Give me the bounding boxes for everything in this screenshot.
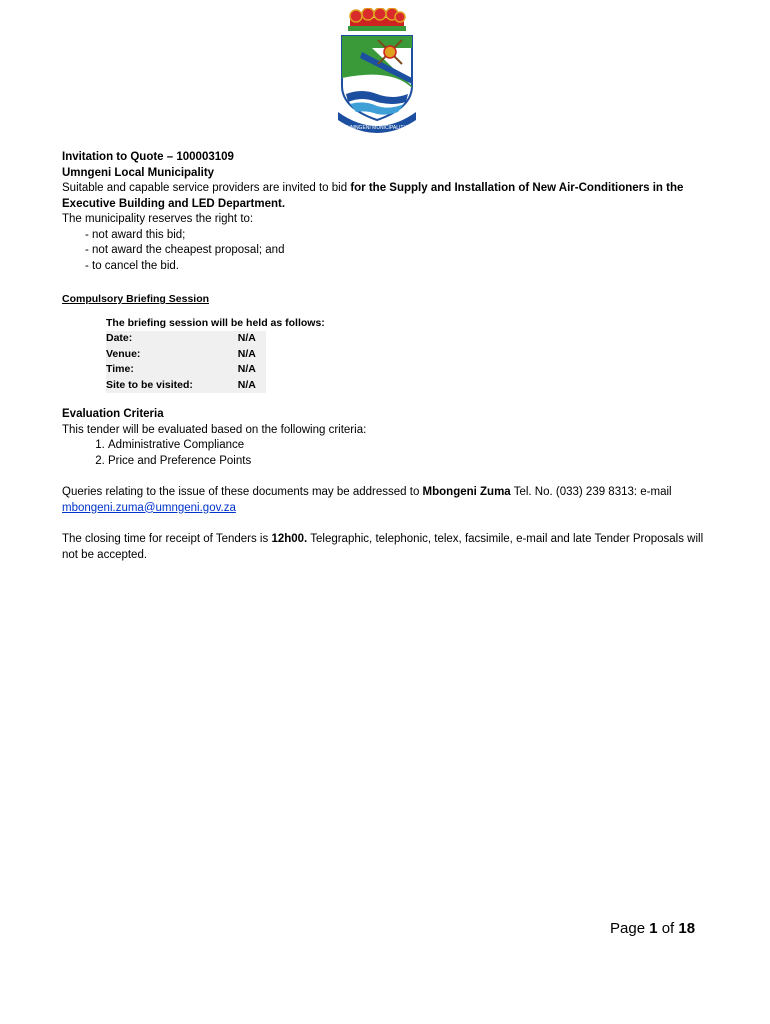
briefing-value: N/A (237, 332, 256, 344)
page-current: 1 (649, 920, 658, 937)
contact-details: Tel. No. (033) 239 8313: e-mail (510, 486, 672, 498)
crown-icon (348, 8, 406, 31)
briefing-value: N/A (237, 347, 256, 360)
closing-paragraph (62, 532, 712, 563)
evaluation-list (62, 438, 712, 469)
queries-text: Queries relating to the issue of these documents may be addressed to (62, 486, 423, 498)
briefing-title: Compulsory Briefing Session (62, 293, 210, 305)
intro-bold-text: for the Supply and Installation of New Air-Conditioners in the Executive Building and LED Department. (62, 182, 684, 210)
contact-name: Mbongeni Zuma (422, 486, 511, 498)
document-body (62, 150, 712, 563)
email-link[interactable]: mbongeni.zuma@umngeni.gov.za (62, 501, 236, 514)
document-title: Invitation to Quote – 100003109 (62, 151, 234, 163)
briefing-label: Site to be visited: (106, 378, 193, 391)
briefing-row (106, 362, 266, 378)
intro-text: Suitable and capable service providers are invited to bid (62, 182, 351, 194)
rights-lead: The municipality reserves the right to: (62, 213, 254, 225)
evaluation-item: 2. Price and Preference Points (108, 454, 712, 470)
evaluation-title: Evaluation Criteria (62, 408, 164, 420)
page-total: 18 (678, 920, 696, 937)
briefing-table (106, 316, 712, 394)
closing-time: 12h00. (271, 533, 308, 545)
page-of: of (657, 920, 679, 937)
page-word: Page (610, 920, 650, 937)
briefing-label: Venue: (106, 347, 141, 360)
svg-text:UMNGENI MUNICIPALITY: UMNGENI MUNICIPALITY (347, 125, 407, 131)
closing-rest: Telegraphic, telephonic, telex, facsimile, e-mail and late Tender Proposals will not be accepted. (62, 533, 704, 561)
briefing-row (106, 378, 266, 394)
briefing-value: N/A (237, 363, 256, 375)
rights-item: - to cancel the bid. (85, 259, 179, 272)
briefing-row (106, 347, 266, 363)
briefing-row (106, 331, 266, 347)
closing-text: The closing time for receipt of Tenders is (62, 533, 272, 545)
briefing-label: Date: (106, 332, 133, 344)
municipality-logo (332, 8, 422, 136)
intro-paragraph (62, 181, 712, 212)
briefing-intro: The briefing session will be held as follows: (106, 316, 325, 329)
rights-item: - not award the cheapest proposal; and (85, 244, 285, 256)
briefing-label: Time: (106, 363, 134, 375)
evaluation-lead: This tender will be evaluated based on the following criteria: (62, 423, 367, 436)
page-number (610, 920, 695, 937)
coat-of-arms-icon (332, 8, 422, 136)
briefing-value: N/A (237, 378, 256, 391)
municipality-name: Umngeni Local Municipality (62, 166, 215, 179)
evaluation-item: 1. Administrative Compliance (108, 438, 712, 454)
queries-paragraph (62, 485, 712, 516)
rights-item: - not award this bid; (85, 228, 186, 241)
